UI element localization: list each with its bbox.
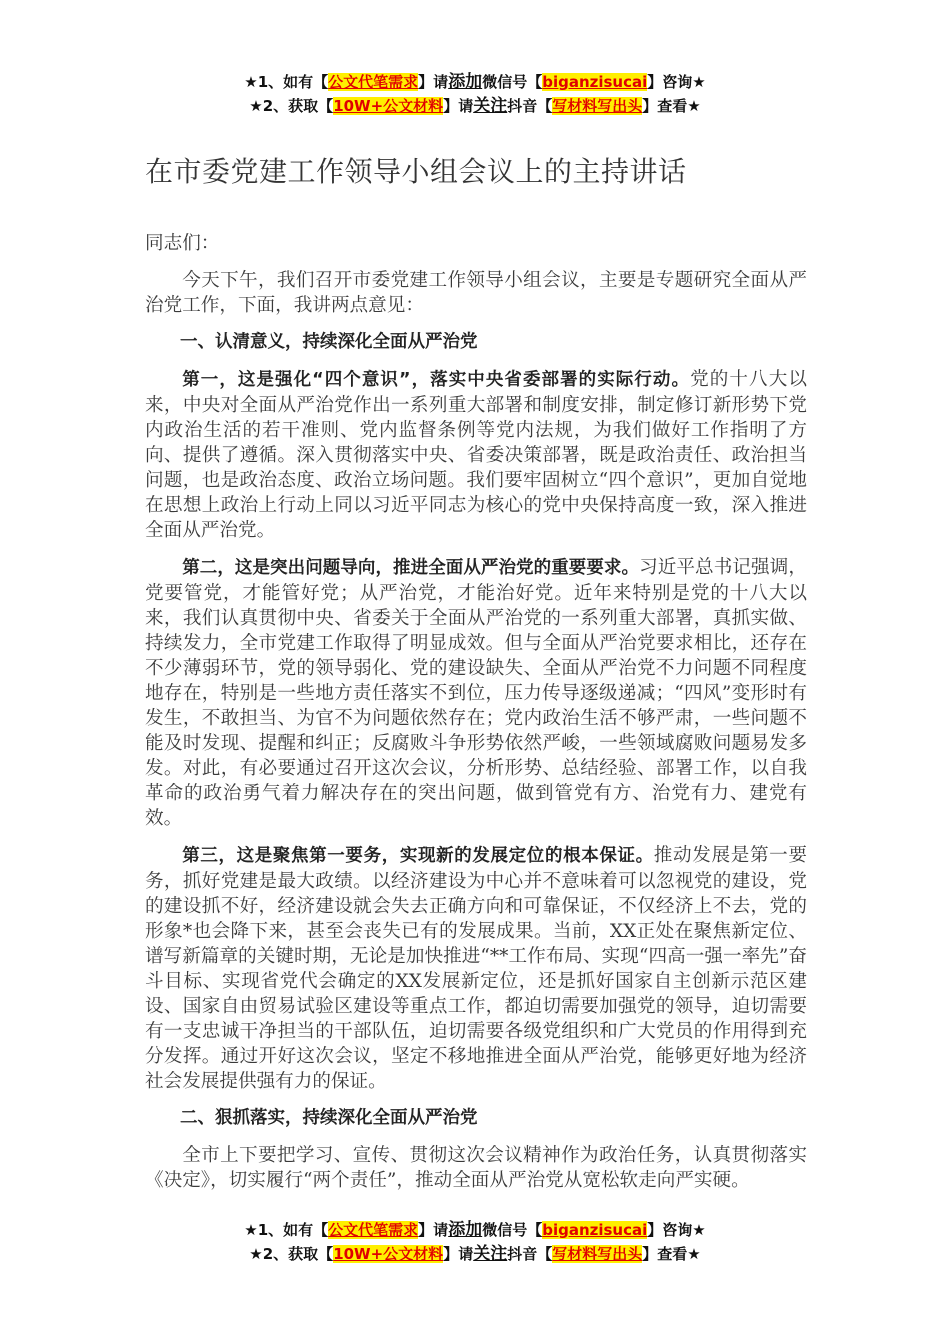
promo-line-1 — [0, 1218, 950, 1242]
promo-wechat-id: biganzisucai — [542, 1221, 648, 1239]
paragraph-text: 党的十八大以来，中央对全面从严治党作出一系列重大部署和制度安排，制定修订新形势下党内政治生活的若干准则、党内监督条例等党内法规，为我们做好工作指明了方向、提供了遵循。深入贯彻落实中央、省委决策部署，既是政治责任、政治担当问题，也是政治态度、政治立场问题。我们要牢固树立“四个意识”，更加自觉地在思想上政治上行动上同以习近平同志为核心的党中央保持高度一致，深入推进全面从严治党。 — [145, 369, 807, 541]
promo-wechat-id: biganzisucai — [542, 73, 648, 91]
promo-text: 】请 — [418, 1221, 449, 1239]
paragraph-lead: 第三，这是聚焦第一要务，实现新的发展定位的根本保证。 — [182, 846, 654, 866]
paragraph-text: 习近平总书记强调，党要管党，才能管好党；从严治党，才能治好党。近年来特别是党的十八大以来，我们认真贯彻中央、省委关于全面从严治党的一系列重大部署，真抓实做、持续发力，全市党建工作取得了明显成效。但与全面从严治党要求相比，还存在不少薄弱环节，党的领导弱化、党的建设缺失、全面从严治党不力问题不同程度地存在，特别是一些地方责任落实不到位，压力传导逐级递减；“四风”变形时有发生，不敢担当、为官不为问题依然存在；党内政治生活不够严肃，一些问题不能及时发现、提醒和纠正；反腐败斗争形势依然严峻，一些领域腐败问题易发多发。对此，有必要通过召开这次会议，分析形势、总结经验、部署工作，以自我革命的政治勇气着力解决存在的突出问题，做到管党有方、治党有力、建党有效。 — [145, 557, 807, 829]
promo-text: 抖音【 — [507, 97, 553, 115]
promo-highlight: 公文代笔需求 — [328, 1221, 419, 1239]
promo-text: 】咨询★ — [647, 73, 706, 91]
promo-emphasis: 添加 — [448, 1220, 483, 1240]
intro-paragraph: 今天下午，我们召开市委党建工作领导小组会议，主要是专题研究全面从严治党工作，下面，我讲两点意见： — [145, 270, 807, 316]
promo-text: 】咨询★ — [647, 1221, 706, 1239]
promo-line-2 — [0, 94, 950, 118]
paragraph-4: 全市上下要把学习、宣传、贯彻这次会议精神作为政治任务，认真贯彻落实《决定》，切实履行“两个责任”，推动全面从严治党从宽松软走向严实硬。 — [145, 1145, 807, 1191]
paragraph-3 — [145, 843, 807, 1094]
salutation: 同志们： — [145, 233, 220, 254]
paragraph-lead: 第二，这是突出问题导向，推进全面从严治党的重要要求。 — [182, 558, 640, 578]
section-heading-1: 一、认清意义，持续深化全面从严治党 — [180, 332, 478, 352]
promo-banner-bottom — [0, 1218, 950, 1266]
document-body — [145, 231, 807, 1205]
promo-emphasis: 关注 — [473, 1244, 508, 1264]
paragraph-1 — [145, 367, 807, 543]
promo-highlight: 10W+公文材料 — [333, 97, 444, 115]
promo-text: ★1、如有【 — [244, 1221, 329, 1239]
paragraph-lead: 第一，这是强化“四个意识”，落实中央省委部署的实际行动。 — [182, 370, 691, 390]
promo-text: 】请 — [443, 97, 474, 115]
promo-emphasis: 添加 — [448, 72, 483, 92]
section-heading-2: 二、狠抓落实，持续深化全面从严治党 — [180, 1108, 478, 1128]
promo-douyin-id: 写材料写出头 — [552, 97, 643, 115]
promo-text: 】查看★ — [642, 97, 701, 115]
promo-line-1 — [0, 70, 950, 94]
promo-emphasis: 关注 — [473, 96, 508, 116]
promo-banner-top — [0, 70, 950, 118]
promo-text: ★1、如有【 — [244, 73, 329, 91]
promo-text: ★2、获取【 — [249, 1245, 334, 1263]
promo-highlight: 10W+公文材料 — [333, 1245, 444, 1263]
promo-text: 微信号【 — [482, 1221, 543, 1239]
promo-text: 】查看★ — [642, 1245, 701, 1263]
promo-text: 】请 — [443, 1245, 474, 1263]
paragraph-2 — [145, 555, 807, 831]
promo-line-2 — [0, 1242, 950, 1266]
document-title: 在市委党建工作领导小组会议上的主持讲话 — [145, 155, 687, 188]
promo-text: ★2、获取【 — [249, 97, 334, 115]
promo-highlight: 公文代笔需求 — [328, 73, 419, 91]
promo-text: 】请 — [418, 73, 449, 91]
promo-text: 微信号【 — [482, 73, 543, 91]
promo-douyin-id: 写材料写出头 — [552, 1245, 643, 1263]
promo-text: 抖音【 — [507, 1245, 553, 1263]
paragraph-text: 推动发展是第一要务，抓好党建是最大政绩。以经济建设为中心并不意味着可以忽视党的建设，党的建设抓不好，经济建设就会失去正确方向和可靠保证，不仅经济上不去，党的形象*也会降下来，甚至会丧失已有的发展成果。当前，XX正处在聚焦新定位、谱写新篇章的关键时期，无论是加快推进“**工作布局、实现“四高一强一率先”奋斗目标、实现省党代会确定的XX发展新定位，还是抓好国家自主创新示范区建设、国家自由贸易试验区建设等重点工作，都迫切需要加强党的领导，迫切需要有一支忠诚干净担当的干部队伍，迫切需要各级党组织和广大党员的作用得到充分发挥。通过开好这次会议，坚定不移地推进全面从严治党，能够更好地为经济社会发展提供强有力的保证。 — [145, 845, 807, 1092]
